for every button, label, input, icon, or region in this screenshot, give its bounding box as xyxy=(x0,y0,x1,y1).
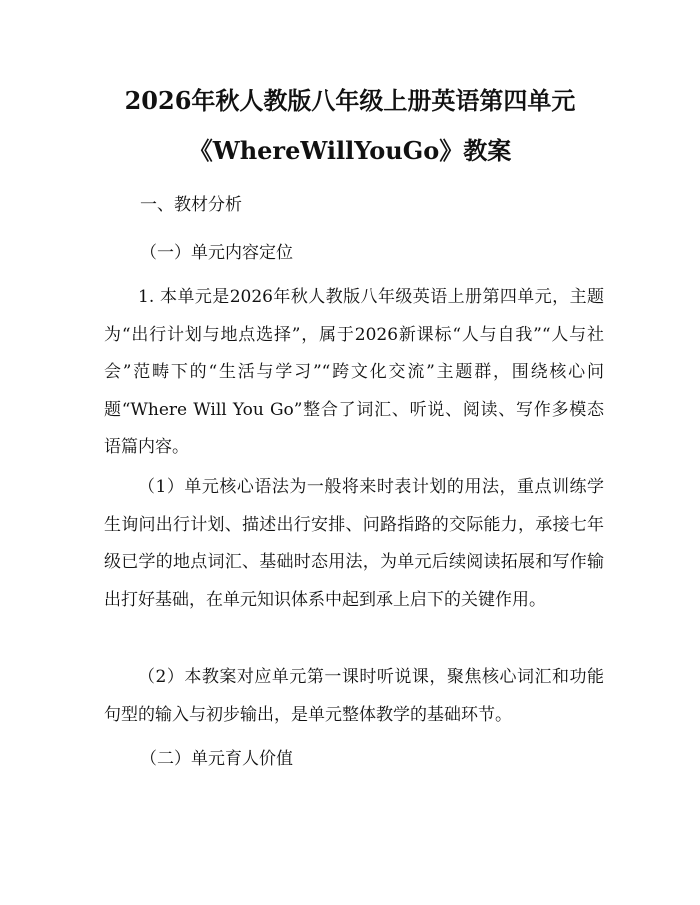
document-title-line-2: 《WhereWillYouGo》教案 xyxy=(188,136,512,165)
subsection-heading-educational-value: （二）单元育人价值 xyxy=(140,749,293,769)
paragraph-unit-overview: 1. 本单元是2026年秋人教版八年级英语上册第四单元，主题为“出行计划与地点选择”，属于2026新课标“人与自我”“人与社会”范畴下的“生活与学习”“跨文化交流”主题群，围绕核心问题“Where Will You Go”整合了词汇、听说、阅读、写作多模态语篇内容。 xyxy=(104,287,604,457)
document-title-line-1: 2026年秋人教版八年级上册英语第四单元 xyxy=(124,86,576,115)
paragraph-core-grammar: （1）单元核心语法为一般将来时表计划的用法，重点训练学生询问出行计划、描述出行安排、问路指路的交际能力，承接七年级已学的地点词汇、基础时态用法，为单元后续阅读拓展和写作输出打好基础，在单元知识体系中起到承上启下的关键作用。 xyxy=(104,477,604,610)
section-heading-textbook-analysis: 一、教材分析 xyxy=(140,195,242,215)
subsection-heading-unit-positioning: （一）单元内容定位 xyxy=(140,243,293,263)
paragraph-lesson-focus: （2）本教案对应单元第一课时听说课，聚焦核心词汇和功能句型的输入与初步输出，是单元整体教学的基础环节。 xyxy=(104,667,604,725)
